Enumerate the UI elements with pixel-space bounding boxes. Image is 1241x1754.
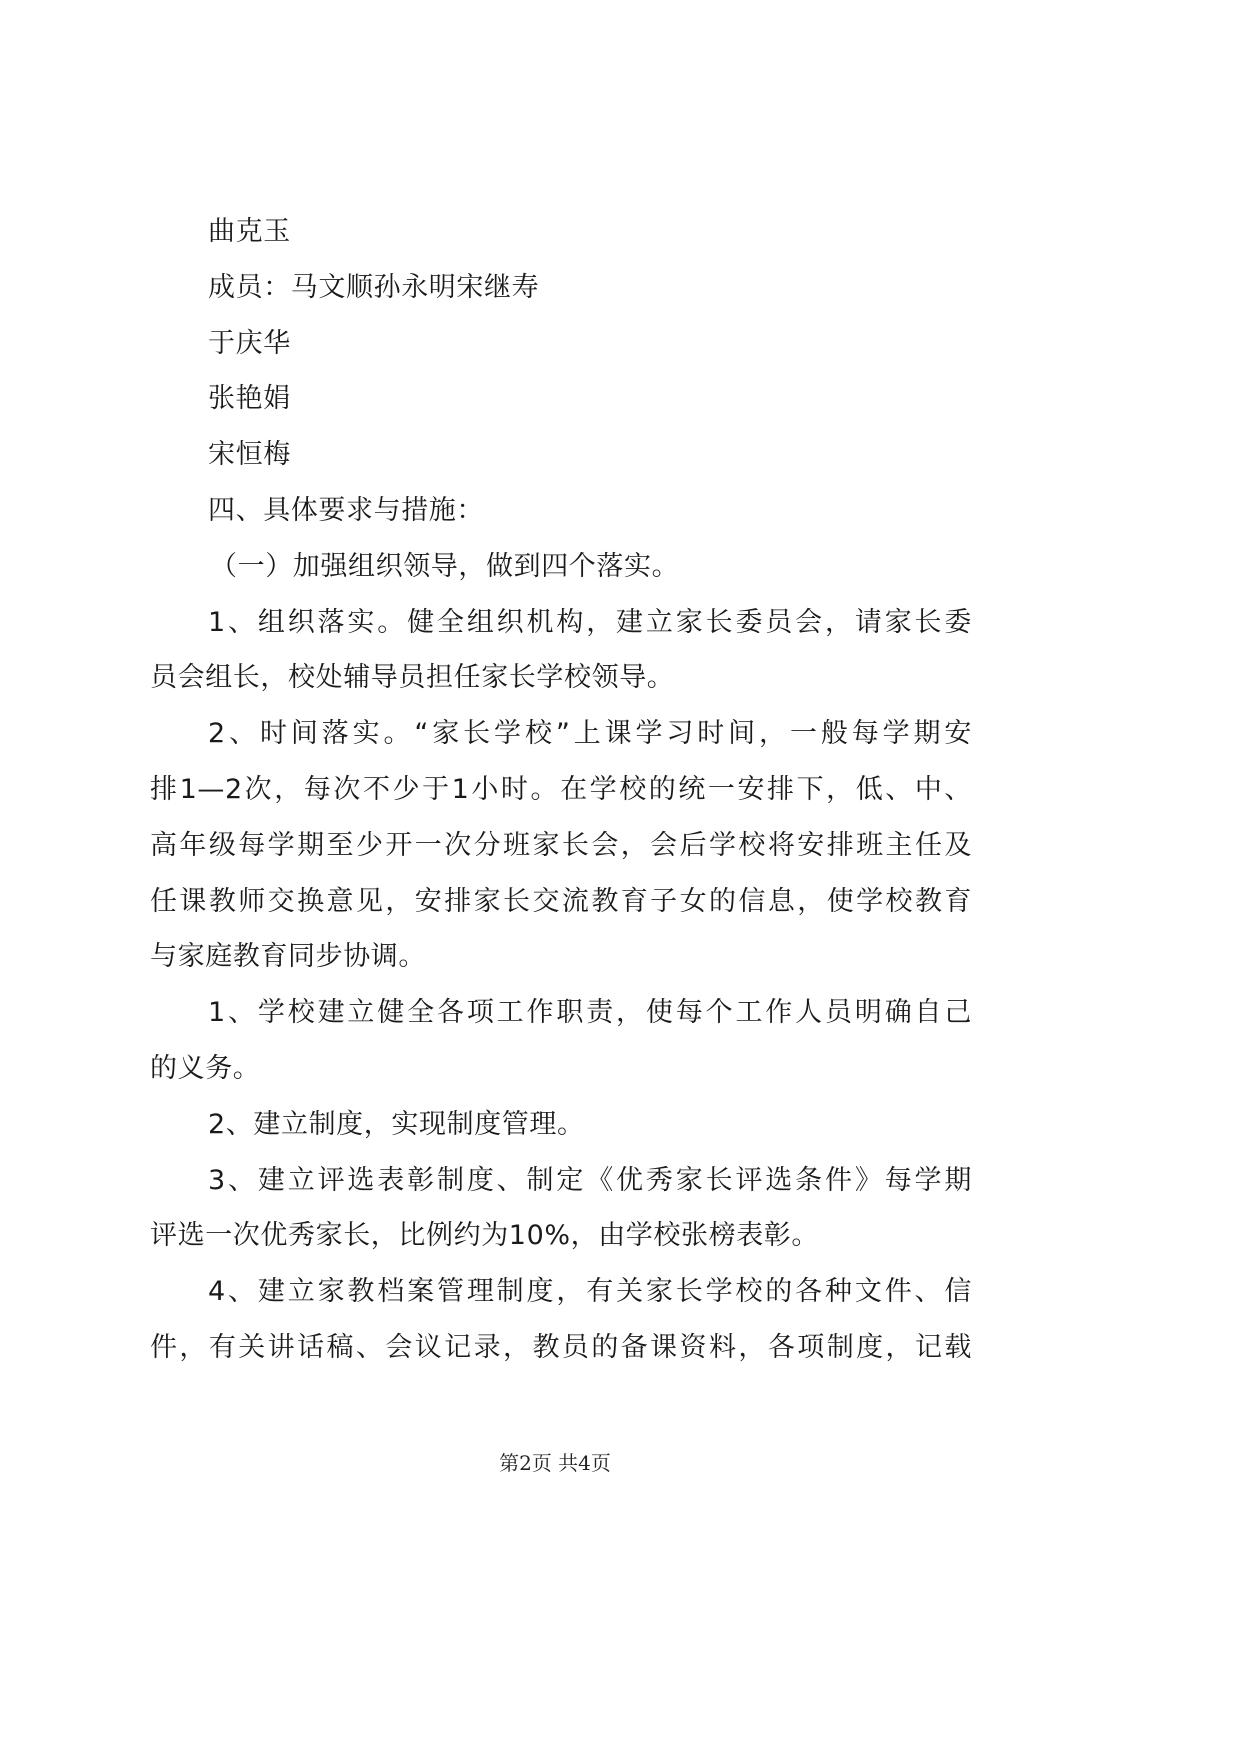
paragraph-line: 1、学校建立健全各项工作职责，使每个工作人员明确自己: [208, 997, 972, 1029]
paragraph-line: 评选一次优秀家长，比例约为10%，由学校张榜表彰。: [150, 1220, 820, 1252]
section-heading: 四、具体要求与措施：: [208, 494, 484, 526]
document-body: [150, 204, 972, 1376]
paragraph-line: 与家庭教育同步协调。: [150, 941, 426, 973]
text-line: 于庆华: [208, 327, 291, 359]
paragraph-line: 2、建立制度，实现制度管理。: [208, 1108, 585, 1140]
text-line: 成员：马文顺孙永明宋继寿: [208, 271, 540, 303]
text-line: 张艳娟: [208, 383, 291, 415]
paragraph-line: 2、时间落实。“家长学校”上课学习时间，一般每学期安: [208, 718, 972, 750]
paragraph-line: 排1—2次，每次不少于1小时。在学校的统一安排下，低、中、: [150, 773, 972, 805]
paragraph-line: 任课教师交换意见，安排家长交流教育子女的信息，使学校教育: [150, 885, 972, 917]
paragraph-line: 1、组织落实。健全组织机构，建立家长委员会，请家长委: [208, 606, 972, 638]
page-footer: 第2页 共4页: [499, 1451, 611, 1475]
paragraph-line: 员会组长，校处辅导员担任家长学校领导。: [150, 662, 675, 694]
paragraph-line: 的义务。: [150, 1052, 261, 1084]
text-line: 曲克玉: [208, 216, 291, 247]
paragraph-line: 4、建立家教档案管理制度，有关家长学校的各种文件、信: [208, 1276, 972, 1308]
text-line: 宋恒梅: [208, 439, 291, 471]
subsection-heading: （一）加强组织领导，做到四个落实。: [210, 550, 680, 582]
paragraph-line: 件，有关讲话稿、会议记录，教员的备课资料，各项制度，记载: [150, 1331, 972, 1363]
paragraph-line: 高年级每学期至少开一次分班家长会，会后学校将安排班主任及: [150, 829, 972, 861]
paragraph-line: 3、建立评选表彰制度、制定《优秀家长评选条件》每学期: [208, 1164, 972, 1196]
